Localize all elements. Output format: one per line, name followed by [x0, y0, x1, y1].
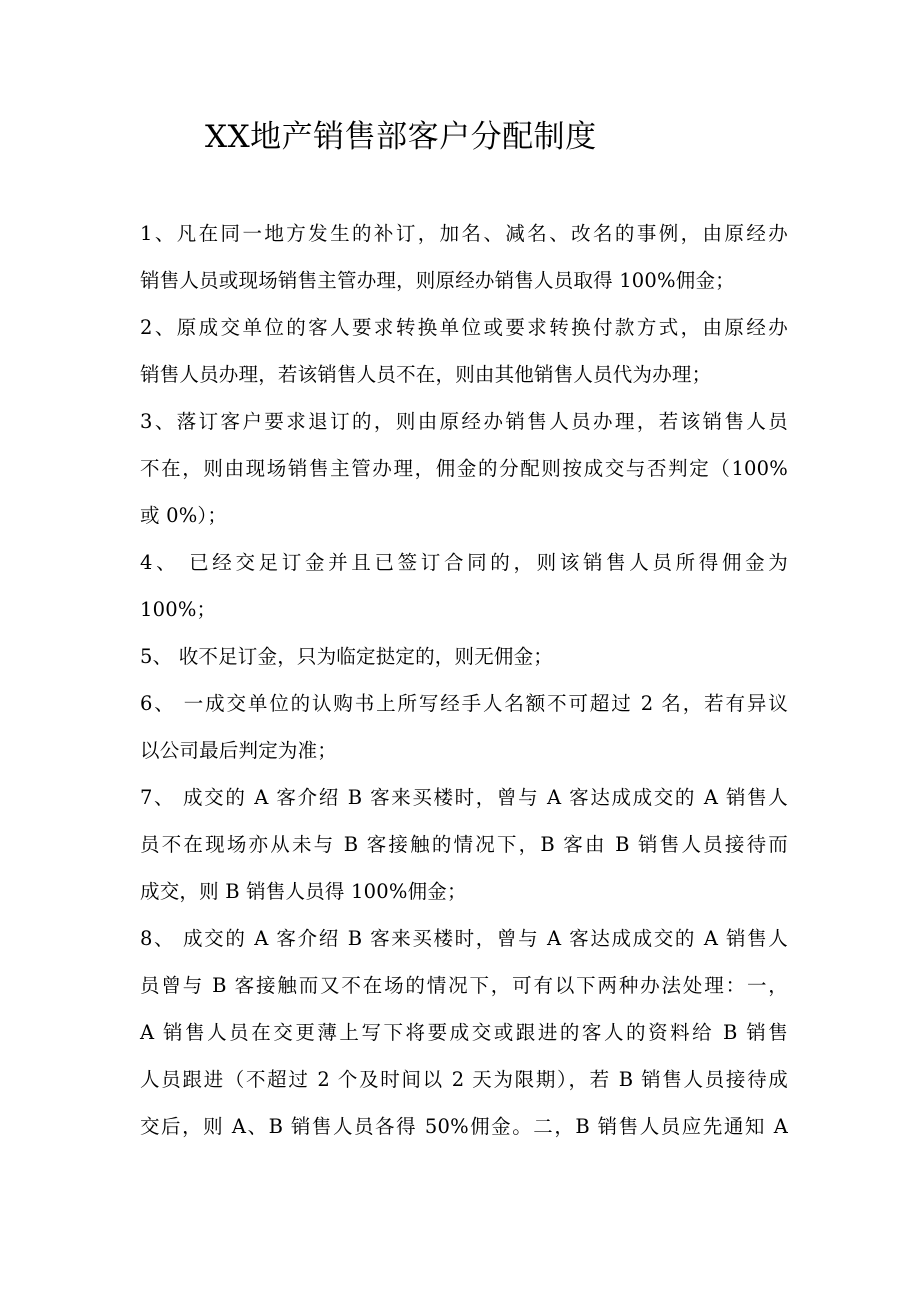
text-line: 成交，则 B 销售人员得 100%佣金； [140, 880, 467, 903]
text-line: 销售人员办理，若该销售人员不在，则由其他销售人员代为办理； [140, 363, 712, 386]
text-line: 5、 收不足订金，只为临定挞定的，则无佣金； [140, 645, 554, 668]
text-line: 员不在现场亦从未与 B 客接触的情况下，B 客由 B 销售人员接待而 [140, 833, 788, 856]
text-line: 交后，则 A、B 销售人员各得 50%佣金。二，B 销售人员应先通知 A [140, 1115, 788, 1138]
text-line: 1、凡在同一地方发生的补订，加名、减名、改名的事例，由原经办 [140, 222, 788, 245]
document-body [140, 210, 788, 1150]
text-line: 3、落订客户要求退订的，则由原经办销售人员办理，若该销售人员 [140, 410, 788, 433]
text-line: 或 0%）； [140, 504, 228, 527]
text-line: 不在，则由现场销售主管办理，佣金的分配则按成交与否判定（100% [140, 457, 788, 480]
text-line: 100%； [140, 598, 217, 621]
text-line: 以公司最后判定为准； [140, 739, 338, 762]
text-line: 6、 一成交单位的认购书上所写经手人名额不可超过 2 名，若有异议 [140, 692, 788, 715]
document-title: XX地产销售部客户分配制度 [205, 119, 597, 155]
text-line: A 销售人员在交更薄上写下将要成交或跟进的客人的资料给 B 销售 [140, 1021, 788, 1044]
text-line: 2、原成交单位的客人要求转换单位或要求转换付款方式，由原经办 [140, 316, 788, 339]
text-line: 人员跟进（不超过 2 个及时间以 2 天为限期），若 B 销售人员接待成 [140, 1068, 788, 1091]
text-line: 销售人员或现场销售主管办理，则原经办销售人员取得 100%佣金； [140, 269, 735, 292]
text-line: 7、 成交的 A 客介绍 B 客来买楼时，曾与 A 客达成成交的 A 销售人 [140, 786, 788, 809]
text-line: 8、 成交的 A 客介绍 B 客来买楼时，曾与 A 客达成成交的 A 销售人 [140, 927, 788, 950]
text-line: 员曾与 B 客接触而又不在场的情况下，可有以下两种办法处理：一， [140, 974, 788, 997]
text-line: 4、 已经交足订金并且已签订合同的，则该销售人员所得佣金为 [140, 551, 788, 574]
